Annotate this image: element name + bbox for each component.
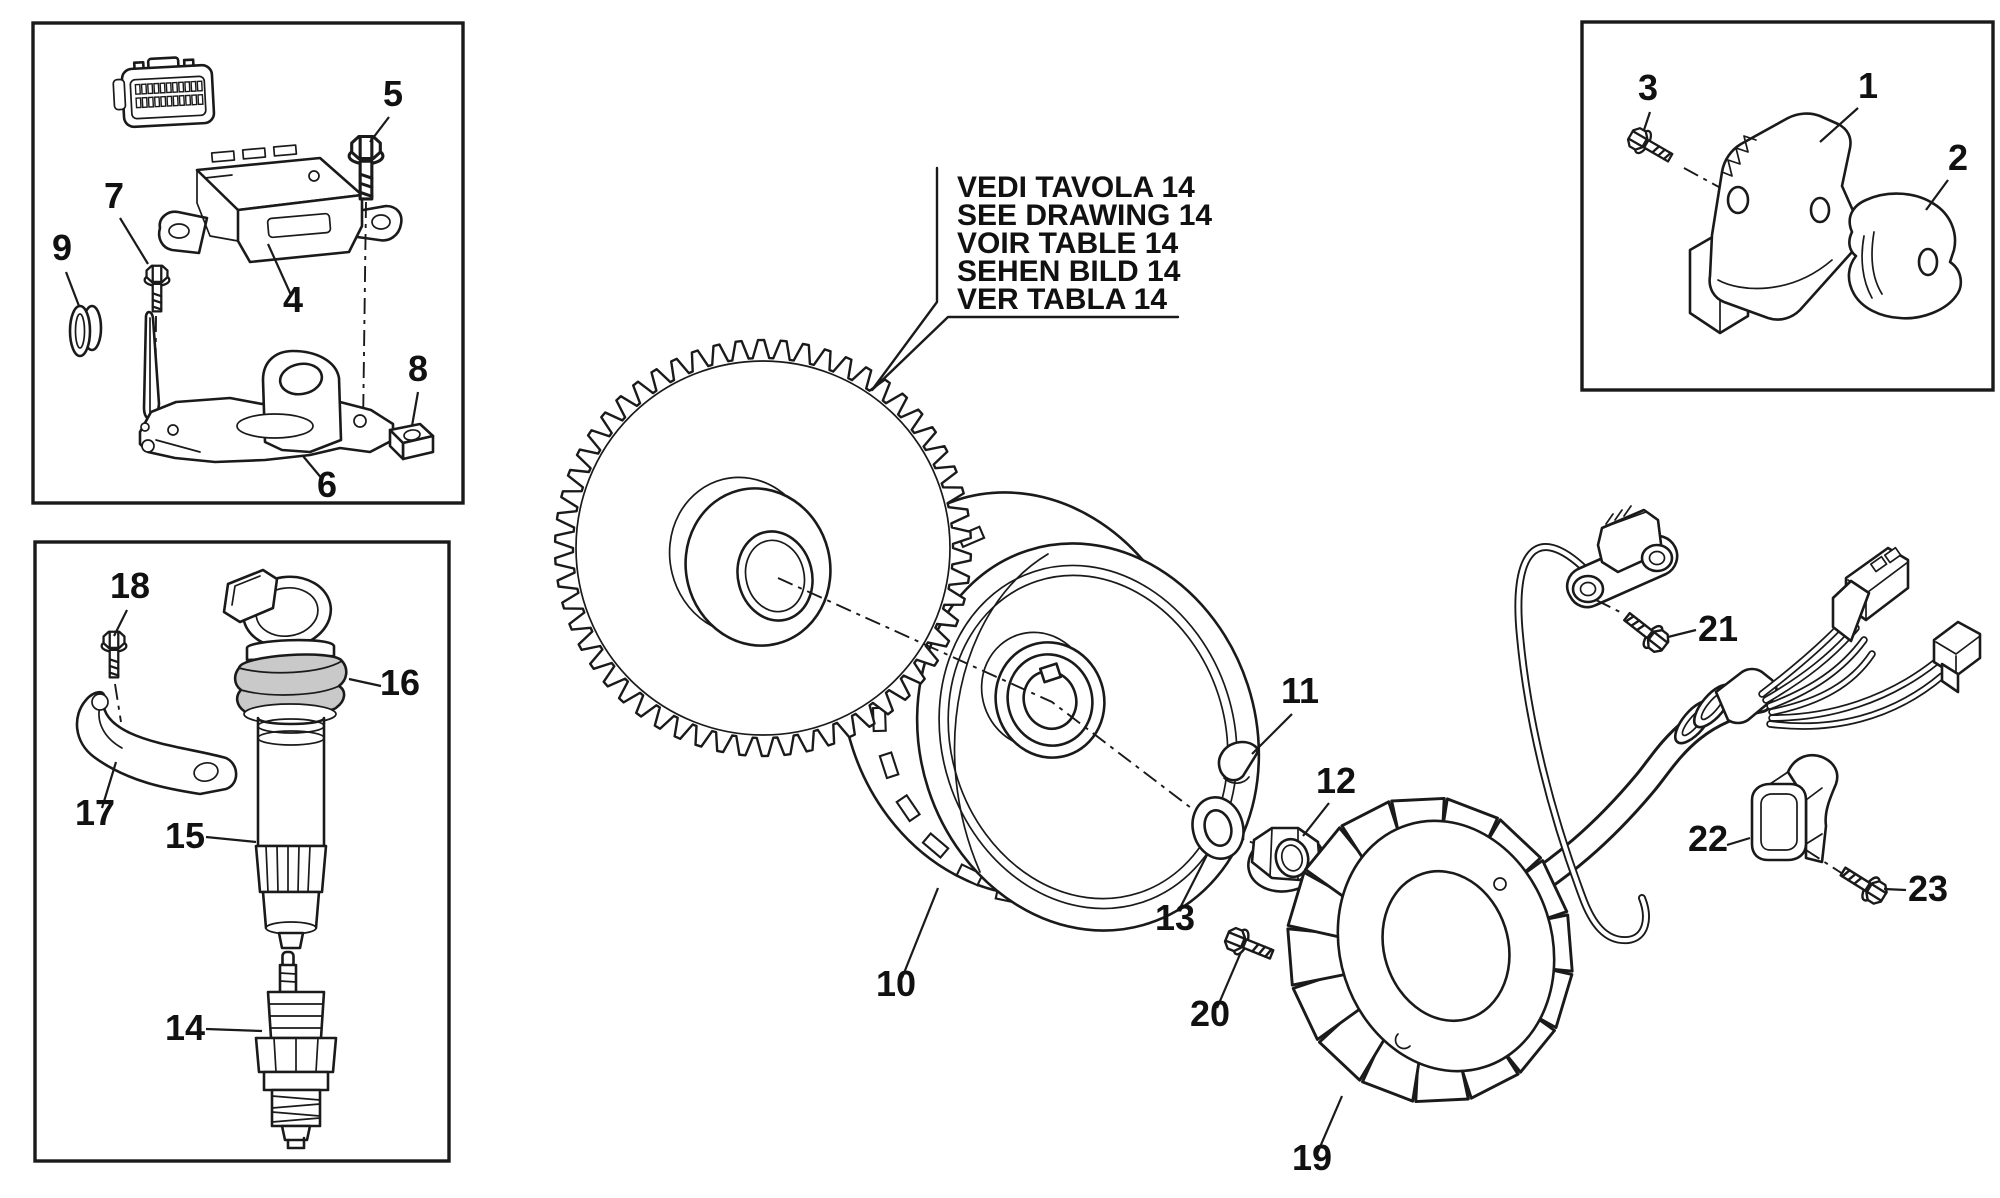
clip-nut-8 (390, 424, 433, 459)
part-label-8: 8 (407, 348, 429, 389)
note-line-2: SEE DRAWING 14 (957, 199, 1213, 232)
pickup-sensor (1567, 506, 1677, 614)
part-label-7: 7 (103, 175, 125, 216)
bolt-5 (349, 137, 383, 429)
inset-box-coil (35, 542, 449, 1161)
spark-plug-14 (256, 952, 336, 1148)
bolt-21 (1619, 606, 1673, 656)
connector-4pin (1833, 548, 1908, 641)
ignition-coil (224, 570, 346, 948)
primary-gear (555, 340, 971, 756)
ecu-connector (112, 56, 214, 128)
bolt-23 (1836, 860, 1890, 907)
note-line-5: VER TABLA 14 (957, 283, 1168, 316)
sensor-cover-2 (1849, 194, 1961, 319)
part-label-2: 2 (1947, 137, 1969, 178)
part-label-6: 6 (316, 464, 338, 505)
part-label-13: 13 (1154, 897, 1196, 938)
part-label-10: 10 (875, 963, 917, 1004)
bracket-17 (77, 692, 236, 794)
cable-guide-22 (1752, 755, 1846, 876)
note-line-4: SEHEN BILD 14 (957, 255, 1181, 288)
part-label-18: 18 (109, 565, 151, 606)
callout-note (872, 168, 1212, 390)
grommet-9 (70, 306, 101, 356)
mounting-plate-6 (140, 351, 393, 462)
part-label-14: 14 (164, 1007, 206, 1048)
note-line-1: VEDI TAVOLA 14 (957, 171, 1195, 204)
part-label-21: 21 (1698, 608, 1739, 649)
coil-splines-15 (256, 846, 326, 892)
part-label-4: 4 (282, 279, 304, 320)
part-label-11: 11 (1280, 670, 1320, 711)
part-label-16: 16 (379, 662, 421, 703)
part-label-22: 22 (1687, 818, 1729, 859)
stator-19 (1288, 792, 1586, 1101)
harness-grommet (1669, 669, 1777, 749)
part-label-12: 12 (1315, 760, 1357, 801)
part-label-5: 5 (382, 73, 404, 114)
part-label-9: 9 (51, 227, 73, 268)
part-label-15: 15 (164, 815, 206, 856)
sensor-1 (1690, 114, 1860, 333)
part-label-23: 23 (1908, 868, 1949, 909)
part-label-3: 3 (1637, 67, 1659, 108)
note-line-3: VOIR TABLE 14 (957, 227, 1179, 260)
part-label-19: 19 (1291, 1137, 1333, 1178)
part-label-1: 1 (1857, 65, 1879, 106)
connector-2pin (1934, 622, 1980, 692)
part-label-17: 17 (74, 792, 116, 833)
part-label-20: 20 (1189, 993, 1231, 1034)
